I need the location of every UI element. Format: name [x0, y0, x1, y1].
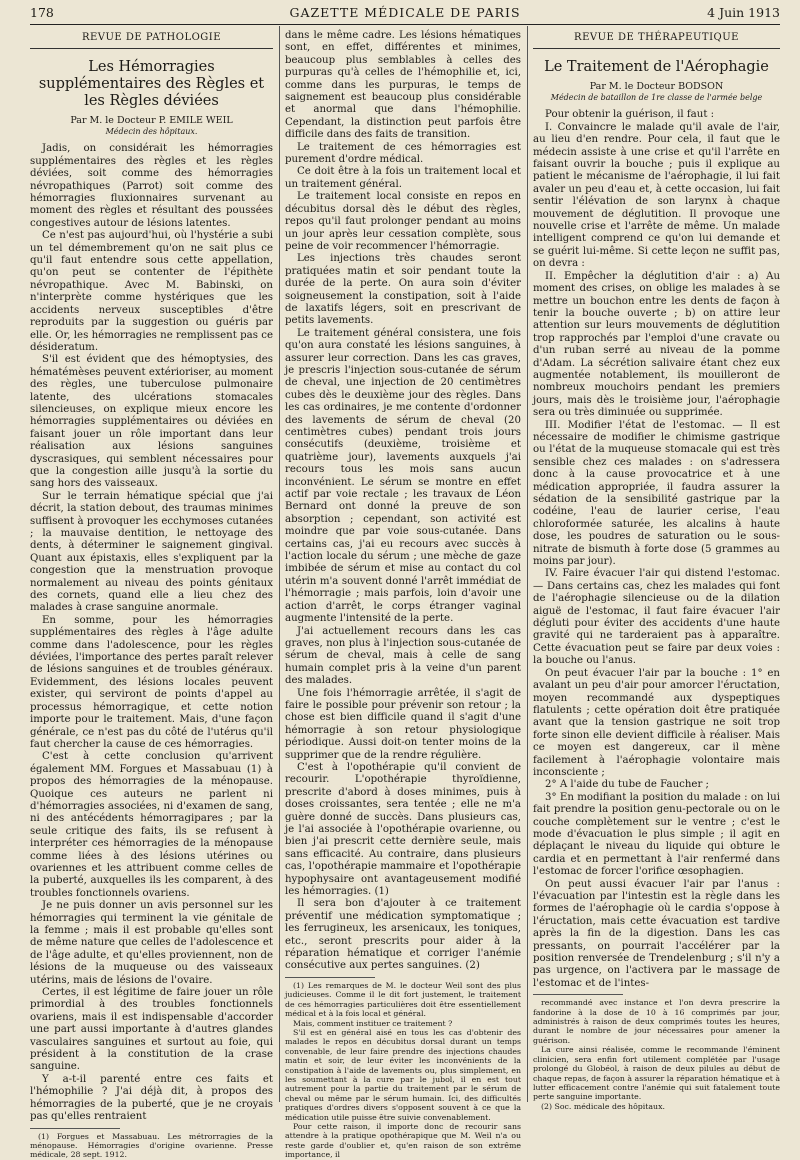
paragraph: C'est à l'opothérapie qu'il convient de recourir. L'opothérapie thyroïdienne, prescrite d'abord à doses minimes, puis à doses croissantes, sera tentée ; elle ne m'a guère donné de succès. Dans plusieurs cas, je l'ai associée à l'opothérapie ovarienne, ou bien j'ai prescrit cette dernière seule, mais sans efficacité. Au contraire, dans plusieurs cas, l'opothérapie mammaire et l'opothérapie hypophysaire ont avantageusement modifié les hémorragies. (1): [285, 761, 521, 898]
paragraph: Une fois l'hémorragie arrêtée, il s'agit de faire le possible pour prévenir son retour ; la chose est bien difficile quand il s'agit d'une hémorragie à son retour physiologique périodique. Aussi doit-on tenter moins de la supprimer que de la rendre régulière.: [285, 687, 521, 761]
paragraph: Pour obtenir la guérison, il faut :: [545, 109, 715, 121]
issue-date: 4 Juin 1913: [707, 5, 780, 20]
column-divider: [279, 26, 280, 1102]
middle-column: [285, 30, 521, 1160]
author-affiliation: Médecin de bataillon de 1re classe de l'armée belge: [550, 93, 763, 103]
paragraph: Sur le terrain hématique spécial que j'ai décrit, la station debout, des traumas minimes suffisent à provoquer les ecchymoses cutanées ; la mauvaise dentition, le nettoyage des dents, à déterminer le saignement gingival. Quant aux épistaxis, elles s'expliquent par la congestion que la menstruation provoque normalement au niveau des points génitaux des cornets, quand elle a lieu chez des malades à crase sanguine anormale.: [30, 490, 273, 614]
footnote: (2) Soc. médicale des hôpitaux.: [541, 1101, 665, 1111]
paragraph: Y a-t-il parenté entre ces faits et l'hémophilie ? J'ai déjà dit, à propos des hémorragies de la puberté, que je ne croyais pas qu'elles rentraient: [30, 1073, 273, 1123]
paragraph: Ce n'est pas aujourd'hui, où l'hystérie a subi un tel démembrement qu'on ne sait plus ce qu'il faut entendre sous cette appellation, qu'on peut se contenter de l'épithète névropathique. Avec M. Babinski, on n'interprète comme hystériques que les accidents nerveux susceptibles d'être reproduits par la suggestion ou guéris par elle. Or, les hémorragies ne remplissent pas ce désideratum.: [30, 230, 273, 353]
footnote-rule: [533, 994, 623, 995]
column-divider: [527, 26, 528, 1102]
footnote-rule: [285, 977, 375, 978]
journal-title: GAZETTE MÉDICALE DE PARIS: [289, 5, 521, 20]
header-rule: [30, 24, 780, 25]
footnote: La cure ainsi réalisée, comme le recommande l'éminent clinicien, sera enfin fort utilement complétée par l'usage prolongé du Globéol, à raison de deux pilules au début de chaque repas, de façon à assurer la réparation hématique et à lutter efficacement contre l'anémie qui suit fatalement toute perte sanguine importante.: [533, 1045, 780, 1102]
paragraph: C'est à cette conclusion qu'arrivent également MM. Forgues et Massabuau (1) à propos des hémorragies de la ménopause. Quoique ces auteurs ne parlent ni d'hémorragies associées, ni d'examen de sang, ni des antécédents hémorragipares ; par la seule critique des faits, ils se refusent à interpréter ces hémorragies de la ménopause comme liées à des lésions utérines ou ovariennes et les attribuent comme celles de la puberté, auxquelles ils les comparent, à des troubles fonctionnels ovariens.: [30, 751, 273, 899]
right-column: [533, 30, 780, 1111]
left-column: [30, 30, 273, 1160]
running-header: [30, 5, 780, 23]
paragraph: dans le même cadre. Les lésions hématiques sont, en effet, différentes et minimes, beaucoup plus semblables à celles des purpuras qu'à celles de l'hémophilie et, ici, comme dans les purpuras, le temps de saignement est beaucoup plus considérable et anormal que dans l'hémophilie. Cependant, la distinction peut parfois être difficile dans des faits de transition.: [285, 30, 521, 141]
footnotes: [285, 981, 521, 1160]
paragraph: IV. Faire évacuer l'air qui distend l'estomac. — Dans certains cas, chez les malades qui font de l'aérophagie silencieuse ou de la dilation aiguë de l'estomac, il faut faire évacuer l'air dégluti pour éviter des accidents d'une haute gravité qui ne tarderaient pas à apparaître. Cette évacuation peut se faire par deux voies : la bouche ou l'anus.: [533, 568, 780, 667]
paragraph: Le traitement de ces hémorragies est purement d'ordre médical.: [285, 141, 521, 166]
paragraph: On peut évacuer l'air par la bouche : 1° en avalant un peu d'air pour amorcer l'éructation, moyen recommandé aux dyspeptiques flatulents ; cette opération doit être pratiquée avant que la tension gastrique ne soit trop forte sinon elle devient difficile à réaliser. Mais ce moyen est dangereux, car il mène facilement à l'aérophagie volontaire mais inconsciente ;: [533, 667, 780, 778]
article-byline: Par M. le Docteur P. EMILE WEIL: [70, 115, 233, 127]
article-body: [30, 143, 273, 1123]
article-byline: Par M. le Docteur BODSON: [589, 81, 724, 93]
footnote: Mais, comment instituer ce traitement ?: [293, 1018, 453, 1028]
author-affiliation: Médecin des hôpitaux.: [105, 127, 198, 137]
rubric-rule: [30, 48, 273, 49]
paragraph: S'il est évident que des hémoptysies, des hématémèses peuvent extérioriser, au moment des règles, une tuberculose pulmonaire latente, des ulcérations stomacales silencieuses, on explique mieux encore les hémorragies supplémentaires ou déviées en faisant jouer un rôle important dans leur réalisation aux lésions sanguines dyscrasiques, qui semblent nécessaires pour que la congestion aille jusqu'à la sortie du sang hors des vaisseaux.: [30, 354, 273, 490]
paragraph: On peut aussi évacuer l'air par l'anus : l'évacuation par l'intestin est la règle dans les formes de l'aérophagie où le cardia s'oppose à l'éructation, mais cette évacuation est tardive après la fin de la digestion. Dans les cas pressants, on pourrait l'accélérer par la position renversée de Trendelenburg ; s'il n'y a pas urgence, on l'activera par le massage de l'estomac et de l'intes-: [533, 878, 780, 989]
paragraph: Certes, il est légitime de faire jouer un rôle primordial à des troubles fonctionnels ovariens, mais il est indispensable d'accorder une part aussi importante à d'autres glandes vasculaires sanguines et surtout au foie, qui président à la constitution de la crase sanguine.: [30, 987, 273, 1073]
paragraph: 2° A l'aide du tube de Faucher ;: [545, 779, 709, 791]
footnote: S'il est en général aisé en tous les cas d'obtenir des malades le repos en décubitus dorsal durant un temps convenable, de leur faire prendre des injections chaudes matin et soir, de leur éviter les inconvénients de la constipation à l'aide de lavements ou, plus simplement, en les soumettant à la cure par le jubol, il en est tout autrement pour la partie du traitement par le sérum de cheval ou même par le sérum humain. Ici, des difficultés pratiques d'ordres divers s'opposent souvent à ce que la médication utile puisse être suivie convenablement.: [285, 1027, 521, 1122]
paragraph: 3° En modifiant la position du malade : on lui fait prendre la position genu-pectorale ou on le couche complètement sur le ventre ; c'est le mode d'évacuation le plus simple ; il agit en déplaçant le niveau du liquide qui obture le cardia et en permettant à l'air renfermé dans l'estomac de forcer l'orifice œsophagien.: [533, 791, 780, 878]
section-rubric: REVUE DE THÉRAPEUTIQUE: [574, 32, 739, 43]
page-number: 178: [30, 5, 54, 20]
footnote: (1) Forgues et Massabuau. Les métrorragies de la ménopause. Hémorragies d'origine ovarienne. Presse médicale, 28 sept. 1912.: [30, 1131, 273, 1160]
article-body: [533, 109, 780, 990]
footnote: recommandé avec instance et l'on devra prescrire la fandorine à la dose de 10 à 16 comprimés par jour, administrés à raison de deux comprimés toutes les heures, durant le nombre de jour nécessaires pour amener la guérison.: [533, 998, 780, 1045]
footnote-rule: [30, 1128, 120, 1129]
rubric-rule: [533, 48, 780, 49]
footnote: (1) Les remarques de M. le docteur Weil sont des plus judicieuses. Comme il le dit fort justement, le traitement de ces hémorragies particulières doit être essentiellement médical et à la fois local et général.: [285, 980, 521, 1019]
paragraph: Les injections très chaudes seront pratiquées matin et soir pendant toute la durée de la perte. On aura soin d'éviter soigneusement la constipation, soit à l'aide de laxatifs légers, soit en prescrivant de petits lavements.: [285, 253, 521, 327]
paragraph: III. Modifier l'état de l'estomac. — Il est nécessaire de modifier le chimisme gastrique ou l'état de la muqueuse stomacale qui est très sensible chez ces malades : on s'adressera donc à la cause provocatrice et à une médication appropriée, il faudra assurer la sédation de la sensibilité gastrique par la codéine, l'eau de laurier cerise, l'eau chloroformée saturée, les alcalins à haute dose, les poudres de saturation ou le sous-nitrate de bismuth à forte dose (5 grammes au moins par jour).: [533, 419, 780, 568]
footnotes: [30, 1132, 273, 1160]
section-rubric: REVUE DE PATHOLOGIE: [81, 32, 222, 43]
article-body-continued: [285, 30, 521, 973]
paragraph: I. Convaincre le malade qu'il avale de l'air, au lieu d'en rendre. Pour cela, il faut que le médecin assiste à une crise et qu'il l'arrête en faisant ouvrir la bouche ; puis il explique au patient le mécanisme de l'aérophagie, il lui fait avaler un peu d'eau et, à cette occasion, lui fait sentir l'élévation de son larynx à chaque mouvement de déglutition. Il provoque une nouvelle crise et l'arrête de même. Un malade intelligent comprend ce qu'on lui demande et se guérit lui-même. Si cette leçon ne suffit pas, on devra :: [533, 121, 780, 270]
footnotes: [533, 998, 780, 1111]
article-title: Le Traitement de l'Aérophagie: [544, 59, 769, 76]
paragraph: Je ne puis donner un avis personnel sur les hémorragies qui terminent la vie génitale de la femme ; mais il est probable qu'elles sont de même nature que celles de l'adolescence et de l'âge adulte, et qu'elles proviennent, non de lésions de la muqueuse ou des vaisseaux utérins, mais de lésions de l'ovaire.: [30, 900, 273, 986]
paragraph: Le traitement général consistera, une fois qu'on aura constaté les lésions sanguines, à assurer leur correction. Dans les cas graves, je prescris l'injection sous-cutanée de sérum de cheval, une injection de 20 centimètres cubes dès le deuxième jour des règles. Dans les cas ordinaires, je me contente d'ordonner des lavements de sérum de cheval (20 centimètres cubes) pendant trois jours consécutifs (deuxième, troisième et quatrième jour), lavements auxquels j'ai recours tous les mois sans aucun inconvénient. Le sérum se montre en effet actif par voie rectale ; les travaux de Léon Bernard ont donné la preuve de son absorption ; cependant, son activité est moindre que par voie sous-cutanée. Dans certains cas, j'ai eu recours avec succès à l'action locale du sérum ; une mèche de gaze imbibée de sérum et mise au contact du col utérin m'a souvent donné l'arrêt immédiat de l'hémorragie ; mais parfois, loin d'avoir une action d'arrêt, le corps étranger vaginal augmente l'intensité de la perte.: [285, 327, 521, 625]
paragraph: J'ai actuellement recours dans les cas graves, non plus à l'injection sous-cutanée de sérum de cheval, mais à celle de sang humain complet pris à la veine d'un parent des malades.: [285, 625, 521, 687]
paragraph: En somme, pour les hémorragies supplémentaires des règles à l'âge adulte comme dans l'adolescence, pour les règles déviées, l'importance des pertes paraît relever de lésions sanguines et de troubles généraux. Evidemment, des lésions locales peuvent exister, qui serviront de points d'appel au processus hémorragique, et cette notion importe pour le traitement. Mais, d'une façon générale, ce n'est pas du côté de l'utérus qu'il faut chercher la cause de ces hémorragies.: [30, 614, 273, 750]
paragraph: II. Empêcher la déglutition d'air : a) Au moment des crises, on oblige les malades à se mettre un bouchon entre les dents de façon à tenir la bouche ouverte ; b) on attire leur attention sur leurs mouvements de déglutition trop rapprochés par l'emploi d'une cravate ou d'un ruban serré au niveau de la pomme d'Adam. La sécrétion salivaire étant chez eux augmentée notablement, ils mouilleront de nombreux mouchoirs pendant les premiers jours, mais dès le troisième jour, l'aérophagie sera ou très diminuée ou supprimée.: [533, 270, 780, 419]
paragraph: Il sera bon d'ajouter à ce traitement préventif une médication symptomatique ; les ferrugineux, les arsenicaux, les toniques, etc., seront prescrits pour aider à la réparation hématique et corriger l'anémie consécutive aux pertes sanguines. (2): [285, 898, 521, 972]
paragraph: Le traitement local consiste en repos en décubitus dorsal dès le début des règles, repos qu'il faut prolonger pendant au moins un jour après leur cessation complète, sous peine de voir recommencer l'hémorragie.: [285, 191, 521, 252]
paragraph: Jadis, on considérait les hémorragies supplémentaires des règles et les règles déviées, soit comme des hémorragies névropathiques (Parrot) soit comme des hémorragies fluxionnaires survenant au moment des règles et résultant des poussées congestives autour de lésions latentes.: [30, 143, 273, 229]
article-title: Les Hémorragies supplémentaires des Règles et les Règles déviées: [38, 59, 265, 110]
footnote: Pour cette raison, il importe donc de recourir sans attendre à la pratique opothérapique que M. Weil n'a ou reste garde d'oublier et, qu'en raison de son extrême importance, il: [285, 1121, 521, 1160]
paragraph: Ce doit être à la fois un traitement local et un traitement général.: [285, 166, 521, 190]
